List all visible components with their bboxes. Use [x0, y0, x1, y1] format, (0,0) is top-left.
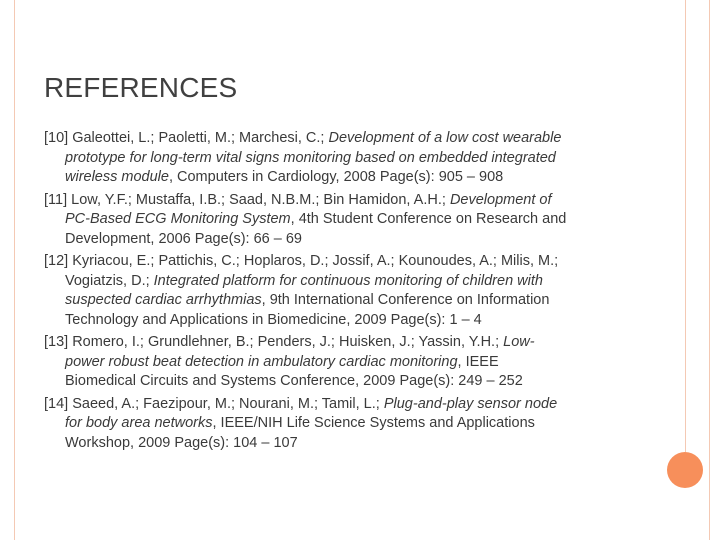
reference-line	[44, 129, 644, 149]
reference-text: [10] Galeottei, L.; Paoletti, M.; Marchesi, C.;	[44, 130, 329, 146]
reference-title-text: for body area networks	[65, 415, 213, 431]
reference-line	[44, 333, 644, 353]
reference-line	[44, 191, 644, 211]
reference-title-text: Plug-and-play sensor node	[383, 395, 558, 412]
reference-text: [11] Low, Y.F.; Mustaffa, I.B.; Saad, N.B.M.; Bin Hamidon, A.H.;	[44, 191, 450, 208]
reference-title-text: power robust beat detection in ambulatory cardiac monitoring	[65, 353, 458, 370]
reference-item	[44, 129, 644, 188]
reference-line	[44, 372, 644, 392]
reference-line	[44, 272, 644, 292]
reference-line	[44, 434, 644, 454]
decorative-circle	[667, 452, 703, 488]
reference-item	[44, 395, 644, 454]
reference-title-text: prototype for long-term vital signs monitoring based on embedded integrated	[65, 149, 556, 166]
reference-line	[44, 395, 644, 415]
reference-line	[44, 252, 644, 272]
reference-title-text: wireless module	[65, 169, 169, 185]
reference-text: Vogiatzis, D.;	[65, 272, 154, 289]
reference-line	[44, 149, 644, 169]
reference-line	[44, 291, 644, 311]
reference-item	[44, 252, 644, 330]
decorative-vertical-line	[685, 0, 686, 452]
reference-text: , 9th International Conference on Information	[261, 292, 550, 308]
reference-line	[44, 230, 644, 250]
reference-item	[44, 191, 644, 250]
reference-line	[44, 414, 644, 434]
reference-list	[44, 129, 644, 456]
reference-text: Technology and Applications in Biomedicine, 2009 Page(s): 1 – 4	[65, 311, 482, 328]
reference-title-text: PC-Based ECG Monitoring System	[65, 211, 291, 227]
reference-text: Workshop, 2009 Page(s): 104 – 107	[65, 434, 298, 451]
reference-text: , 4th Student Conference on Research and	[290, 211, 567, 227]
reference-line	[44, 210, 644, 230]
reference-text: Biomedical Circuits and Systems Conference, 2009 Page(s): 249 – 252	[65, 373, 523, 389]
reference-line	[44, 168, 644, 188]
reference-title-text: Integrated platform for continuous monitoring of children with	[153, 272, 543, 289]
reference-title-text: Low-	[503, 334, 535, 350]
reference-text: , IEEE	[457, 353, 499, 370]
reference-text: [13] Romero, I.; Grundlehner, B.; Penders, J.; Huisken, J.; Yassin, Y.H.;	[44, 334, 504, 350]
reference-line	[44, 311, 644, 331]
reference-line	[44, 353, 644, 373]
reference-text: Development, 2006 Page(s): 66 – 69	[65, 230, 302, 247]
reference-title-text: Development of a low cost wearable	[328, 130, 562, 146]
reference-text: , Computers in Cardiology, 2008 Page(s): 905 – 908	[168, 169, 504, 185]
slide-title: REFERENCES	[44, 72, 238, 103]
reference-title-text: suspected cardiac arrhythmias	[65, 292, 262, 308]
reference-text: [12] Kyriacou, E.; Pattichis, C.; Hoplaros, D.; Jossif, A.; Kounoudes, A.; Milis, M.;	[44, 253, 559, 269]
reference-item	[44, 333, 644, 392]
reference-text: , IEEE/NIH Life Science Systems and Applications	[212, 415, 535, 431]
reference-title-text: Development of	[449, 191, 552, 208]
reference-text: [14] Saeed, A.; Faezipour, M.; Nourani, M.; Tamil, L.;	[44, 395, 384, 412]
